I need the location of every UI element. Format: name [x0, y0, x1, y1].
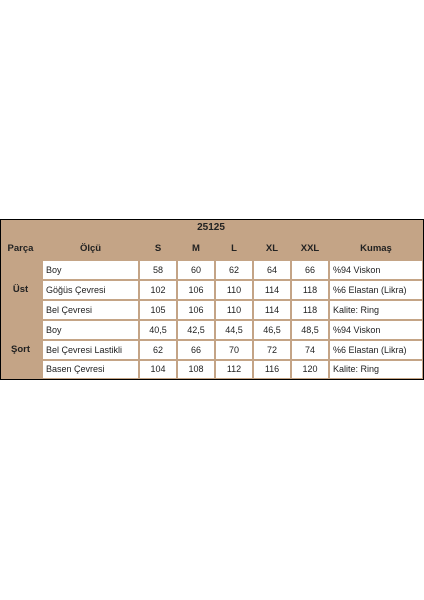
value-cell: 108 [178, 361, 214, 378]
value-cell: 118 [292, 281, 328, 299]
value-cell: 102 [140, 281, 176, 299]
value-cell: 42,5 [178, 321, 214, 339]
header-measure: Ölçü [43, 239, 138, 259]
size-chart-grid [1, 220, 423, 379]
fabric-cell: %6 Elastan (Likra) [330, 341, 422, 359]
value-cell: 40,5 [140, 321, 176, 339]
value-cell: 44,5 [216, 321, 252, 339]
measure-cell: Bel Çevresi [43, 301, 138, 319]
value-cell: 114 [254, 281, 290, 299]
measure-cell: Boy [43, 321, 138, 339]
header-size-xl: XL [254, 239, 290, 259]
fabric-cell: %94 Viskon [330, 321, 422, 339]
value-cell: 60 [178, 261, 214, 279]
header-size-m: M [178, 239, 214, 259]
value-cell: 106 [178, 281, 214, 299]
group-label: Üst [1, 261, 40, 319]
value-cell: 112 [216, 361, 252, 378]
header-fabric: Kumaş [330, 239, 422, 259]
header-size-s: S [140, 239, 176, 259]
value-cell: 62 [216, 261, 252, 279]
fabric-cell: Kalite: Ring [330, 361, 422, 378]
value-cell: 66 [292, 261, 328, 279]
header-size-xxl: XXL [292, 239, 328, 259]
value-cell: 62 [140, 341, 176, 359]
header-size-l: L [216, 239, 252, 259]
group-label: Şort [1, 321, 40, 378]
value-cell: 118 [292, 301, 328, 319]
fabric-cell: %94 Viskon [330, 261, 422, 279]
value-cell: 70 [216, 341, 252, 359]
fabric-cell: Kalite: Ring [330, 301, 422, 319]
value-cell: 110 [216, 281, 252, 299]
value-cell: 72 [254, 341, 290, 359]
value-cell: 74 [292, 341, 328, 359]
value-cell: 114 [254, 301, 290, 319]
fabric-cell: %6 Elastan (Likra) [330, 281, 422, 299]
value-cell: 105 [140, 301, 176, 319]
value-cell: 66 [178, 341, 214, 359]
value-cell: 120 [292, 361, 328, 378]
value-cell: 116 [254, 361, 290, 378]
value-cell: 104 [140, 361, 176, 378]
value-cell: 64 [254, 261, 290, 279]
measure-cell: Boy [43, 261, 138, 279]
value-cell: 58 [140, 261, 176, 279]
header-part: Parça [1, 239, 40, 259]
value-cell: 106 [178, 301, 214, 319]
measure-cell: Bel Çevresi Lastikli [43, 341, 138, 359]
measure-cell: Basen Çevresi [43, 361, 138, 378]
table-title: 25125 [1, 220, 421, 236]
value-cell: 46,5 [254, 321, 290, 339]
value-cell: 48,5 [292, 321, 328, 339]
value-cell: 110 [216, 301, 252, 319]
size-chart-table [0, 219, 424, 380]
measure-cell: Göğüs Çevresi [43, 281, 138, 299]
